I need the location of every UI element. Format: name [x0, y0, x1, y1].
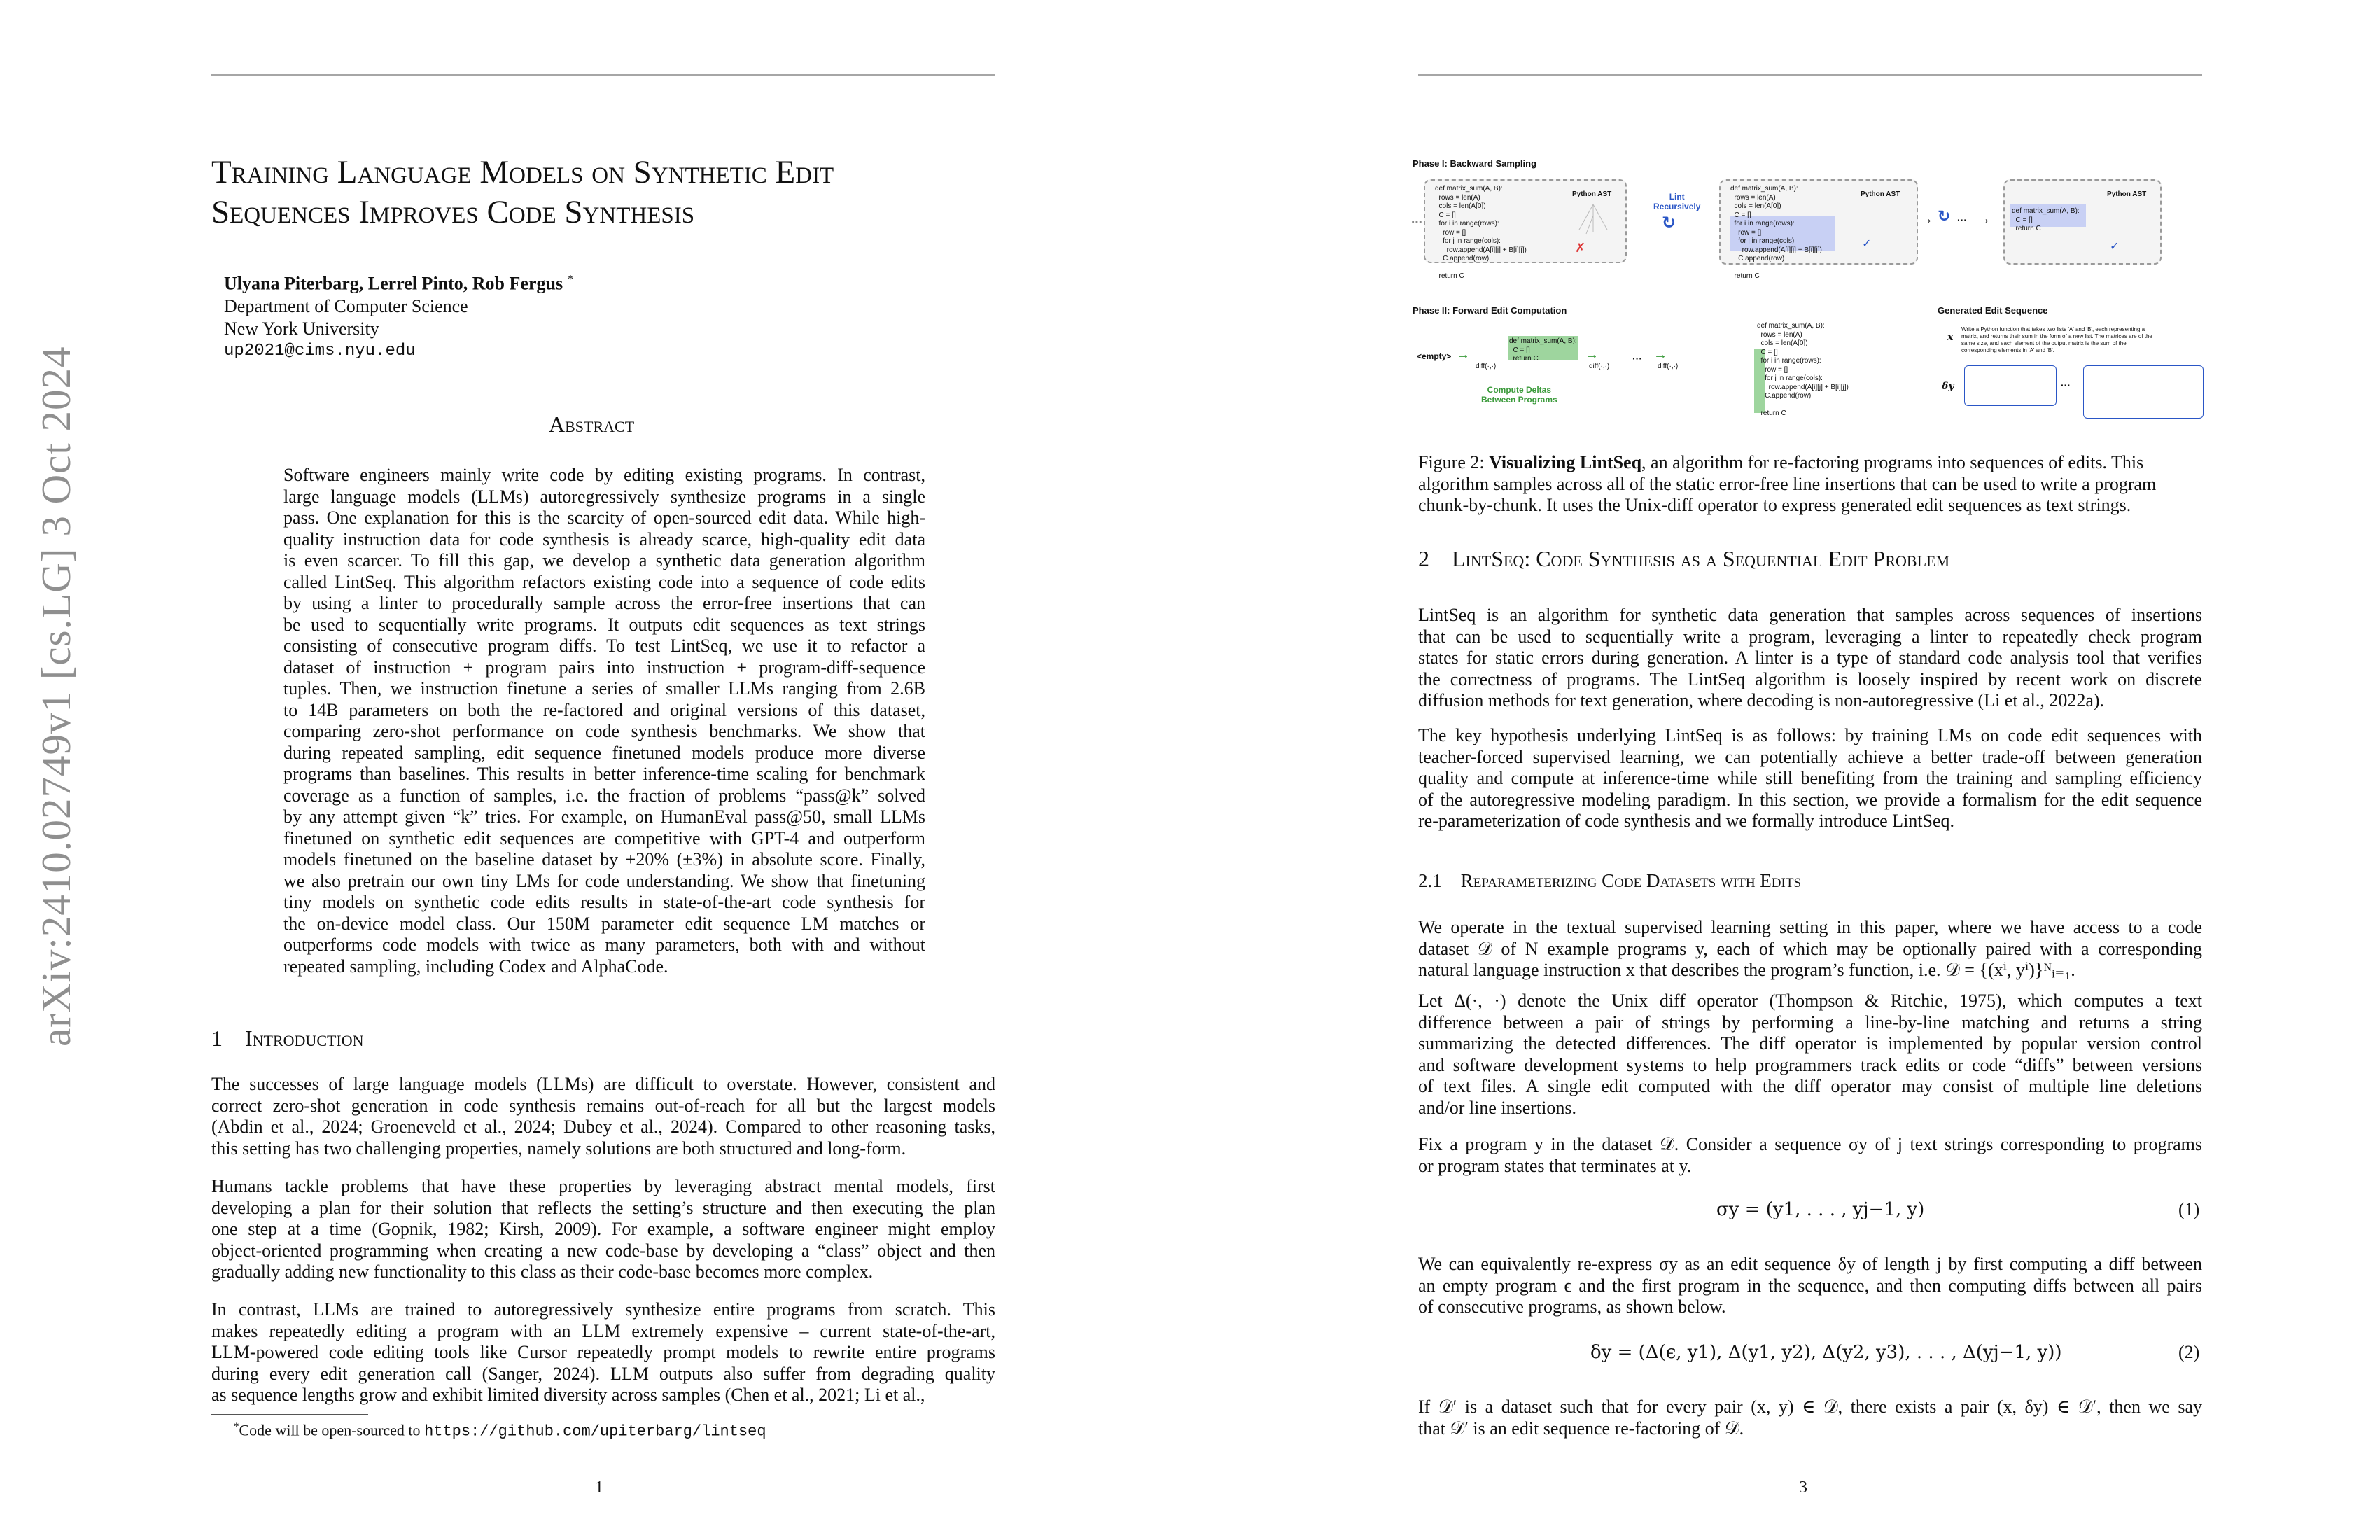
arrow-icon: →: [1977, 211, 1991, 227]
text-line: We can equivalently re-express σy as an edit sequence δy of length j by first computing a diff between: [1418, 1254, 2202, 1274]
arrow-icon: →: [1585, 347, 1599, 363]
program-code: def matrix_sum(A, B): rows = len(A) cols = len(A[0]) C = [] for i in range(rows): row = [] for j in range(cols): row.append(A[i][j] + B[i][j]) C.append(row) return C: [1757, 322, 1849, 417]
text-line: If 𝒟′ is a dataset such that for every pair (x, y) ∈ 𝒟, there exists a pair (x, δy) ∈ 𝒟′, then we say: [1418, 1396, 2202, 1417]
text-line: quality and compute at inference-time while still benefiting from the training and sampling efficiency: [1418, 768, 2202, 788]
section21-paragraph: [1418, 990, 2202, 1119]
text-line: an empty program ϵ and the first program in the sequence, and then computing diffs between all pairs: [1418, 1275, 2202, 1296]
top-rule: [1418, 74, 2202, 76]
instruction-text: Write a Python function that takes two lists 'A' and 'B', each representing a matrix, and returns their sum in the form of a new list. The matrices are of the same size, and each element of the output matrix is the sum of the corresponding elements in 'A' and 'B'.: [1961, 326, 2152, 354]
text-line: that can be used to sequentially write a program, leveraging a linter to repeatedly check program: [1418, 626, 2202, 647]
arxiv-stamp: arXiv:2410.02749v1 [cs.LG] 3 Oct 2024: [33, 346, 79, 1046]
text-line: is even scarcer. To fill this gap, we develop a synthetic data generation algorithm: [284, 550, 925, 570]
text-line: object-oriented programming when creating a new code-base by developing a “class” object and then: [211, 1240, 995, 1261]
arrow-icon: →: [1919, 211, 1933, 227]
delta-symbol: δy: [1942, 381, 1954, 392]
program-code: def matrix_sum(A, B): rows = len(A) cols = len(A[0]) C = [] for i in range(rows): row = [] for j in range(cols): row.append(A[i][j] + B[i][j]) C.append(row) return C: [1435, 185, 1527, 280]
program-code: def matrix_sum(A, B): C = [] return C: [2012, 207, 2080, 232]
text-line: during repeated sampling, edit sequence finetuned models produce more diverse: [284, 742, 925, 763]
text-line: models finetuned on the baseline dataset by +20% (±3%) in absolute score. Finally,: [284, 849, 925, 869]
text-line: We operate in the textual supervised learning setting in this paper, where we have access to a code: [1418, 917, 2202, 937]
text-line: consisting of consecutive program diffs. To test LintSeq, we use it to refactor a: [284, 636, 925, 656]
author-names: Ulyana Piterbarg, Lerrel Pinto, Rob Fergus: [224, 273, 564, 294]
section21-paragraph: [1418, 1396, 2202, 1439]
section2-paragraph: [1418, 605, 2202, 712]
text-line: coverage as a function of samples, i.e. the fraction of problems “pass@k” solved: [284, 785, 925, 806]
intro-heading: [211, 1026, 364, 1051]
program-code: def matrix_sum(A, B): rows = len(A) cols = len(A[0]) C = [] for i in range(rows): row = [] for j in range(cols): row.append(A[i][j] + B[i][j]) C.append(row) return C: [1730, 185, 1822, 280]
ast-label: Python AST: [1572, 190, 1612, 198]
caption-bold: Visualizing LintSeq: [1489, 452, 1642, 472]
text-line: of text files. A single edit computed with the diff operator may consist of multiple line deletions: [1418, 1076, 2202, 1096]
equation-1-number: (1): [2178, 1199, 2200, 1219]
text-line: The successes of large language models (LLMs) are difficult to overstate. However, consistent and: [211, 1074, 995, 1094]
text-line: to 14B parameters on both the re-factored and original versions of this dataset,: [284, 699, 925, 720]
abstract-heading: Abstract: [549, 412, 635, 437]
text-line: correct zero-shot generation in code synthesis remains out-of-reach for all but the largest models: [211, 1095, 995, 1116]
intro-number: 1: [211, 1026, 223, 1051]
recursion-arrow-icon: ↻: [1938, 207, 1951, 225]
text-line: quality instruction data for code synthesis is already scarce, high-quality edit data: [284, 528, 925, 550]
figure-caption: Figure 2: Visualizing LintSeq, an algorithm for re-factoring programs into sequences of edits. This algorithm samples across all of the static error-free line insertions that can be used to write a program chunk-by-chunk. It uses the Unix-diff operator to express generated edit sequences as text strings.: [1418, 452, 2157, 515]
ellipsis-label: ···: [1632, 353, 1642, 364]
caption-label: Figure 2:: [1418, 452, 1485, 472]
empty-program-label: <empty>: [1417, 351, 1452, 361]
section2-heading: 2 LintSeq: Code Synthesis as a Sequential Edit Problem: [1418, 546, 1950, 571]
generated-edit-sequence-label: Generated Edit Sequence: [1938, 305, 2048, 316]
ellipsis-label: ···: [1957, 214, 1967, 225]
text-line: that 𝒟′ is an edit sequence re-factoring of 𝒟.: [1418, 1418, 1744, 1438]
text-line: summarizing the detected differences. The diff operator is implemented by popular version control: [1418, 1033, 2202, 1054]
text-line: of the autoregressive modeling paradigm. In this section, we provide a formalism for the edit sequence: [1418, 789, 2202, 810]
text-line: by any attempt given “k” tries. For example, on HumanEval pass@50, small LLMs: [284, 806, 925, 827]
text-line: finetuned on synthetic edit sequences are competitive with GPT-4 and outperform: [284, 827, 925, 848]
phase1-box-2: [1719, 179, 1918, 280]
recursion-arrow-icon: ↻: [1662, 214, 1676, 232]
text-line: we also pretrain our own tiny LMs for code understanding. We show that finetuning: [284, 870, 925, 891]
title-line: Training Language Models on Synthetic Edit: [211, 154, 834, 190]
text-line: dataset of instruction + program pairs into instruction + program-diff-sequence: [284, 657, 925, 678]
text-line: of consecutive programs, as shown below.: [1418, 1296, 1726, 1317]
author-university: New York University: [224, 318, 379, 339]
author-footnote-mark: *: [567, 272, 574, 286]
text-line: (Abdin et al., 2024; Groeneveld et al., 2024; Dubey et al., 2024). Compared to other reasoning tasks,: [211, 1116, 995, 1137]
page-number: 3: [1799, 1478, 1807, 1497]
top-rule: [211, 74, 995, 76]
text-line: comparing zero-shot performance on code synthesis benchmarks. We show that: [284, 721, 925, 741]
text-line: outperforms code models with twice as many parameters, both with and without: [284, 934, 925, 955]
text-line: Software engineers mainly write code by editing existing programs. In contrast,: [284, 465, 925, 485]
program-code: def matrix_sum(A, B): C = [] return C: [1509, 337, 1577, 363]
text-line: and software development systems to help programmers track edits or code “diffs” between versions: [1418, 1054, 2202, 1075]
phase1-box-3: [2003, 179, 2162, 265]
text-line: or program states that terminates at y.: [1418, 1155, 1692, 1176]
check-icon: ✓: [1862, 238, 1872, 250]
text-line: The key hypothesis underlying LintSeq is as follows: by training LMs on code edit sequences with: [1418, 725, 2202, 746]
page-number: 1: [595, 1478, 603, 1497]
text-line: by using a linter to procedurally sample across the error-free insertions that can: [284, 593, 925, 613]
text-line: be used to sequentially write programs. It outputs edit sequences as text strings: [284, 614, 925, 635]
author-department: Department of Computer Science: [224, 295, 468, 316]
section21-paragraph: [1418, 917, 2202, 981]
arrow-icon: →: [1653, 347, 1667, 363]
author-block: [224, 268, 573, 363]
diff-card-1: [1964, 365, 2057, 406]
text-line: diffusion methods for text generation, where decoding is non-autoregressive (Li et al., 2022a).: [1418, 690, 2105, 710]
text-line: as sequence lengths grow and exhibit limited diversity across samples (Chen et al., 2021; Li et al.,: [211, 1385, 925, 1405]
phase1-label: Phase I: Backward Sampling: [1413, 158, 1537, 169]
diff-card-2: [2083, 365, 2204, 419]
diff-label: diff(·,·): [1658, 363, 1679, 370]
text-line: the on-device model class. Our 150M parameter edit sequence LM matches or: [284, 913, 925, 934]
text-line: during every edit generation call (Sanger, 2024). LLM outputs also suffer from degrading quality: [211, 1363, 995, 1384]
intro-title: Introduction: [245, 1026, 364, 1051]
ast-label: Python AST: [1861, 190, 1900, 198]
phase2-label: Phase II: Forward Edit Computation: [1413, 305, 1567, 316]
text-line: teacher-forced supervised learning, we can potentially achieve a better trade-off between generation: [1418, 746, 2202, 767]
intro-paragraph: [211, 1176, 995, 1283]
lint-recursively-label: Lint Recursively: [1653, 192, 1701, 211]
ellipsis-label: ···: [2061, 379, 2071, 391]
phase1-box-1: [1424, 179, 1627, 280]
text-line: programs than baselines. This results in better inference-time scaling for benchmark: [284, 764, 925, 784]
equation-2: δy = (Δ(ϵ, y1), Δ(y1, y2), Δ(y2, y3), . . . , Δ(yj−1, y)): [1590, 1342, 2062, 1363]
section21-paragraph: [1418, 1254, 2202, 1318]
error-cross-icon: ✗: [1575, 241, 1586, 255]
text-line: tuples. Then, we instruction finetune a series of smaller LLMs ranging from 2.6B: [284, 678, 925, 699]
figure-lintseq: [1411, 148, 2209, 428]
arrow-icon: →: [1456, 347, 1470, 363]
footnote-rule: [211, 1414, 368, 1415]
text-line: gradually adding new functionality to this class as their code-base becomes more complex.: [211, 1261, 874, 1282]
text-line: this setting has two challenging properties, namely solutions are both structured and long-form.: [211, 1138, 906, 1158]
equation-1: σy = (y1, . . . , yj−1, y): [1716, 1199, 1925, 1220]
ast-tree-icon: [1572, 202, 1614, 237]
text-line: one step at a time (Gopnik, 1982; Kirsh, 2009). For example, a software engineer might employ: [211, 1219, 995, 1239]
text-line: Fix a program y in the dataset 𝒟. Consider a sequence σy of j text strings corresponding to programs: [1418, 1134, 2202, 1154]
text-line: tiny models on synthetic code edits results in state-of-the-art code synthesis for: [284, 892, 925, 912]
text-line: Let Δ(·, ·) denote the Unix diff operator (Thompson & Ritchie, 1975), which computes a text: [1418, 990, 2202, 1011]
compute-deltas-label: Compute Deltas Between Programs: [1481, 385, 1558, 405]
author-email[interactable]: up2021@cims.nyu.edu: [224, 341, 416, 360]
text-line: developing a plan for their solution that reflects the setting’s structure and then executing the plan: [211, 1197, 995, 1218]
text-line: the correctness of programs. The LintSeq algorithm is loosely inspired by recent work on discrete: [1418, 668, 2202, 690]
diff-label: diff(·,·): [1589, 363, 1610, 370]
diff-label: diff(·,·): [1476, 363, 1497, 370]
text-line: states for static errors during generation. A linter is a type of standard code analysis tool that verifies: [1418, 648, 2202, 668]
text-line: and/or line insertions.: [1418, 1097, 1577, 1118]
abstract-body: [284, 465, 925, 977]
text-line: dataset 𝒟 of N example programs y, each of which may be optionally paired with a corresponding: [1418, 938, 2202, 959]
equation-2-number: (2): [2178, 1342, 2200, 1362]
ast-label: Python AST: [2107, 190, 2147, 198]
text-line: pass. One explanation for this is the scarcity of open-sourced edit data. While high-: [284, 507, 925, 528]
check-icon: ✓: [2110, 241, 2120, 253]
text-line: difference between a pair of strings by performing a line-by-line matching and returns a string: [1418, 1011, 2202, 1032]
text-line: repeated sampling, including Codex and AlphaCode.: [284, 955, 668, 976]
text-line: natural language instruction x that describes the program’s function, i.e. 𝒟 = {(xⁱ, yⁱ)}ᴺᵢ₌₁.: [1418, 960, 2076, 980]
intro-paragraph: [211, 1074, 995, 1159]
dotted-start-icon: ⋯: [1411, 216, 1422, 228]
footnote: *Code will be open-sourced to https://github.com/upiterbarg/lintseq: [234, 1421, 766, 1441]
section2-paragraph: [1418, 725, 2202, 832]
text-line: called LintSeq. This algorithm refactors existing code into a sequence of code edits: [284, 571, 925, 592]
text-line: In contrast, LLMs are trained to autoregressively synthesize entire programs from scratch. This: [211, 1299, 995, 1320]
intro-paragraph: [211, 1299, 995, 1406]
section21-heading: 2.1 Reparameterizing Code Datasets with Edits: [1418, 870, 1802, 891]
text-line: makes repeatedly editing a program with an LLM extremely expensive – current state-of-the-art,: [211, 1320, 995, 1341]
footnote-url[interactable]: https://github.com/upiterbarg/lintseq: [424, 1422, 766, 1441]
text-line: large language models (LLMs) autoregressively synthesize programs in a single: [284, 486, 925, 507]
text-line: LLM-powered code editing tools like Cursor repeatedly prompt models to rewrite entire programs: [211, 1342, 995, 1362]
title-line: Sequences Improves Code Synthesis: [211, 194, 695, 230]
x-symbol: x: [1947, 332, 1954, 343]
text-line: Humans tackle problems that have these properties by leveraging abstract mental models, first: [211, 1176, 995, 1196]
right-page: [1190, 0, 2380, 1540]
text-line: re-parameterization of code synthesis and we formally introduce LintSeq.: [1418, 811, 1955, 831]
text-line: LintSeq is an algorithm for synthetic data generation that samples across sequences of insertions: [1418, 605, 2202, 625]
section21-paragraph: [1418, 1134, 2202, 1177]
paper-title: [211, 153, 995, 232]
